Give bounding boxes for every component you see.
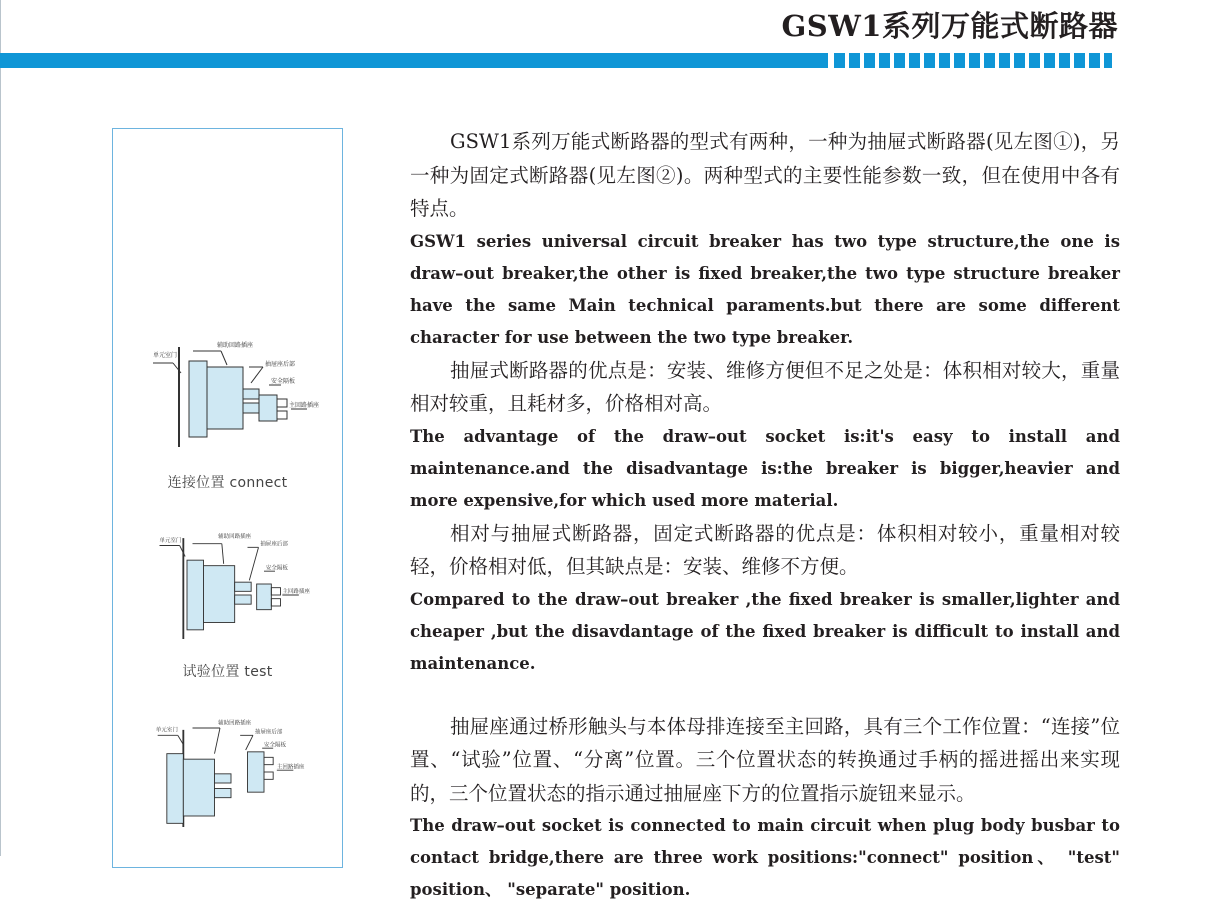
- fixed-advantage-zh: 相对与抽屉式断路器，固定式断路器的优点是：体积相对较小，重量相对较轻，价格相对低，但其缺点是：安装、维修不方便。: [410, 521, 1120, 578]
- separate-position-diagram: [131, 717, 331, 827]
- intro-paragraph-zh: GSW1系列万能式断路器的型式有两种，一种为抽屉式断路器(见左图①)，另一种为固定式断路器(见左图②)。两种型式的主要性能参数一致，但在使用中各有特点。: [410, 130, 1120, 220]
- intro-paragraph-en: GSW1 series universal circuit breaker has two type structure,the one is draw–out breaker,the other is fixed breaker,the two type structure breaker have the same Main technical paraments.but there are some different character for use between the two type breaker.: [410, 231, 1120, 347]
- positions-paragraph-en: The draw–out socket is connected to main circuit when plug body busbar to contact bridge,there are three work positions:"connect" position、 "test" position、 "separate" position.: [410, 816, 1120, 899]
- connect-position-caption: 连接位置 connect: [167, 475, 288, 491]
- diagram-label: 安全隔板: [264, 742, 287, 749]
- page-title: GSW1系列万能式断路器: [781, 9, 1118, 43]
- page-left-border: [0, 0, 1, 856]
- diagram-label: 安全隔板: [265, 565, 288, 572]
- diagram-label: 辅助回路插座: [218, 720, 252, 727]
- diagram-label: 辅助回路插座: [218, 534, 252, 541]
- body-text: [410, 125, 1120, 906]
- diagram-label: 抽屉座后部: [254, 729, 283, 736]
- diagram-sidebar: [112, 128, 343, 868]
- test-position-caption: 试验位置 test: [182, 664, 273, 680]
- diagram-label: 抽屉座后部: [260, 541, 288, 548]
- positions-paragraph-zh: 抽屉座通过桥形触头与本体母排连接至主回路，具有三个工作位置：“连接”位置、“试验”位置、“分离”位置。三个位置状态的转换通过手柄的摇进摇出来实现的，三个位置状态的指示通过抽屉座下方的位置指示旋钮来显示。: [410, 714, 1120, 805]
- diagram-label: 主回路插座: [289, 402, 320, 409]
- diagram-label: 单元室门: [159, 537, 182, 544]
- connect-position-diagram: [131, 337, 331, 447]
- diagram-label: 抽屉座后部: [265, 361, 296, 368]
- paragraph-gap: [410, 680, 1120, 710]
- diagram-label: 单元室门: [153, 352, 178, 359]
- drawout-advantage-en: The advantage of the draw–out socket is:it's easy to install and maintenance.and the disadvantage is:the breaker is bigger,heavier and more expensive,for which used more material.: [410, 426, 1120, 510]
- diagram-label: 辅助回路插座: [217, 342, 254, 349]
- diagram-label: 安全隔板: [271, 378, 296, 385]
- diagram-label: 主回路插座: [276, 764, 305, 771]
- test-position-diagram: [131, 529, 331, 639]
- header-dashed-bar: [834, 53, 1112, 68]
- diagram-label: 单元室门: [155, 727, 178, 734]
- diagram-label: 主回路插座: [282, 589, 310, 596]
- fixed-advantage-en: Compared to the draw–out breaker ,the fixed breaker is smaller,lighter and cheaper ,but the disavdantage of the fixed breaker is difficult to install and maintenance.: [410, 589, 1120, 673]
- header-bar: [0, 53, 828, 68]
- drawout-advantage-zh: 抽屉式断路器的优点是：安装、维修方便但不足之处是：体积相对较大，重量相对较重，且耗材多，价格相对高。: [410, 358, 1120, 415]
